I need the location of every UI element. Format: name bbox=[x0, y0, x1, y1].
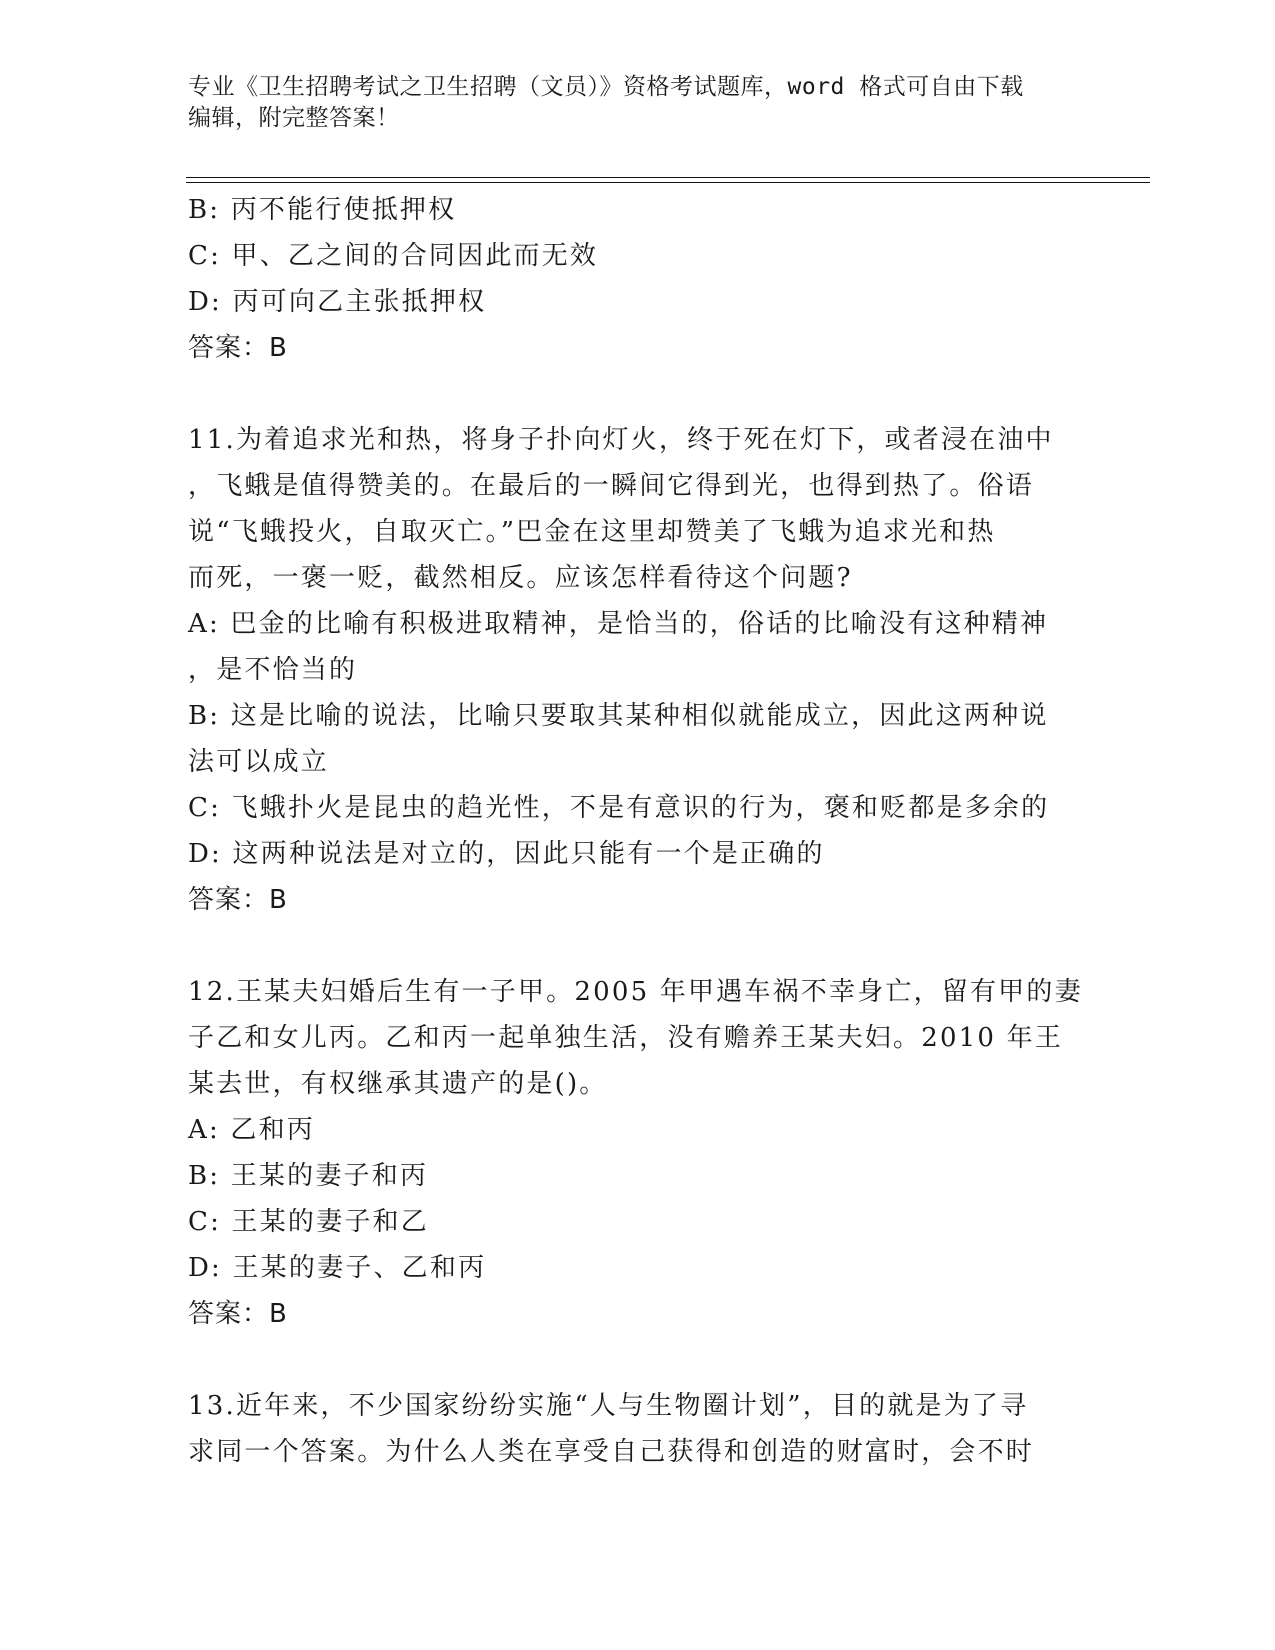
spacer bbox=[188, 371, 1088, 417]
option-b-continued: 法可以成立 bbox=[188, 747, 330, 777]
option-d: D: 丙可向乙主张抵押权 bbox=[188, 287, 487, 317]
option-c: C: 飞蛾扑火是昆虫的趋光性，不是有意识的行为，褒和贬都是多余的 bbox=[188, 793, 1050, 823]
question-13 bbox=[188, 1383, 1088, 1475]
option-a-continued: ，是不恰当的 bbox=[188, 655, 358, 685]
option-d: D: 这两种说法是对立的，因此只能有一个是正确的 bbox=[188, 839, 825, 869]
question-stem: 子乙和女儿丙。乙和丙一起单独生活，没有赡养王某夫妇。2010 年王 bbox=[188, 1023, 1064, 1053]
header-line-1: 专业《卫生招聘考试之卫生招聘（文员）》资格考试题库，word 格式可自由下载 bbox=[188, 74, 1024, 100]
spacer bbox=[188, 1337, 1088, 1383]
question-stem: 而死，一褒一贬，截然相反。应该怎样看待这个问题? bbox=[188, 563, 853, 593]
option-a: A: 乙和丙 bbox=[188, 1115, 316, 1145]
question-content bbox=[188, 187, 1088, 1475]
question-stem: 某去世，有权继承其遗产的是()。 bbox=[188, 1069, 608, 1099]
option-c: C: 甲、乙之间的合同因此而无效 bbox=[188, 241, 599, 271]
question-12 bbox=[188, 969, 1088, 1337]
option-b: B: 丙不能行使抵押权 bbox=[188, 195, 457, 225]
answer: 答案：B bbox=[188, 1299, 288, 1329]
header-divider-top bbox=[186, 177, 1150, 178]
header-line-2: 编辑，附完整答案！ bbox=[188, 105, 400, 131]
option-a: A: 巴金的比喻有积极进取精神，是恰当的，俗话的比喻没有这种精神 bbox=[188, 609, 1049, 639]
question-stem: ，飞蛾是值得赞美的。在最后的一瞬间它得到光，也得到热了。俗语 bbox=[188, 471, 1035, 501]
option-b: B: 王某的妻子和丙 bbox=[188, 1161, 429, 1191]
question-stem: 求同一个答案。为什么人类在享受自己获得和创造的财富时，会不时 bbox=[188, 1437, 1035, 1467]
question-stem: 12.王某夫妇婚后生有一子甲。2005 年甲遇车祸不幸身亡，留有甲的妻 bbox=[188, 977, 1083, 1007]
question-11 bbox=[188, 417, 1088, 923]
question-10 bbox=[188, 187, 1088, 371]
header-divider-bottom bbox=[186, 182, 1150, 183]
answer: 答案：B bbox=[188, 333, 288, 363]
answer: 答案：B bbox=[188, 885, 288, 915]
document-header bbox=[188, 72, 1088, 134]
question-stem: 说“飞蛾投火，自取灭亡。”巴金在这里却赞美了飞蛾为追求光和热 bbox=[188, 517, 996, 547]
question-stem: 11.为着追求光和热，将身子扑向灯火，终于死在灯下，或者浸在油中 bbox=[188, 425, 1054, 455]
option-d: D: 王某的妻子、乙和丙 bbox=[188, 1253, 487, 1283]
spacer bbox=[188, 923, 1088, 969]
option-b: B: 这是比喻的说法，比喻只要取其某种相似就能成立，因此这两种说 bbox=[188, 701, 1049, 731]
option-c: C: 王某的妻子和乙 bbox=[188, 1207, 429, 1237]
question-stem: 13.近年来，不少国家纷纷实施“人与生物圈计划”，目的就是为了寻 bbox=[188, 1391, 1029, 1421]
